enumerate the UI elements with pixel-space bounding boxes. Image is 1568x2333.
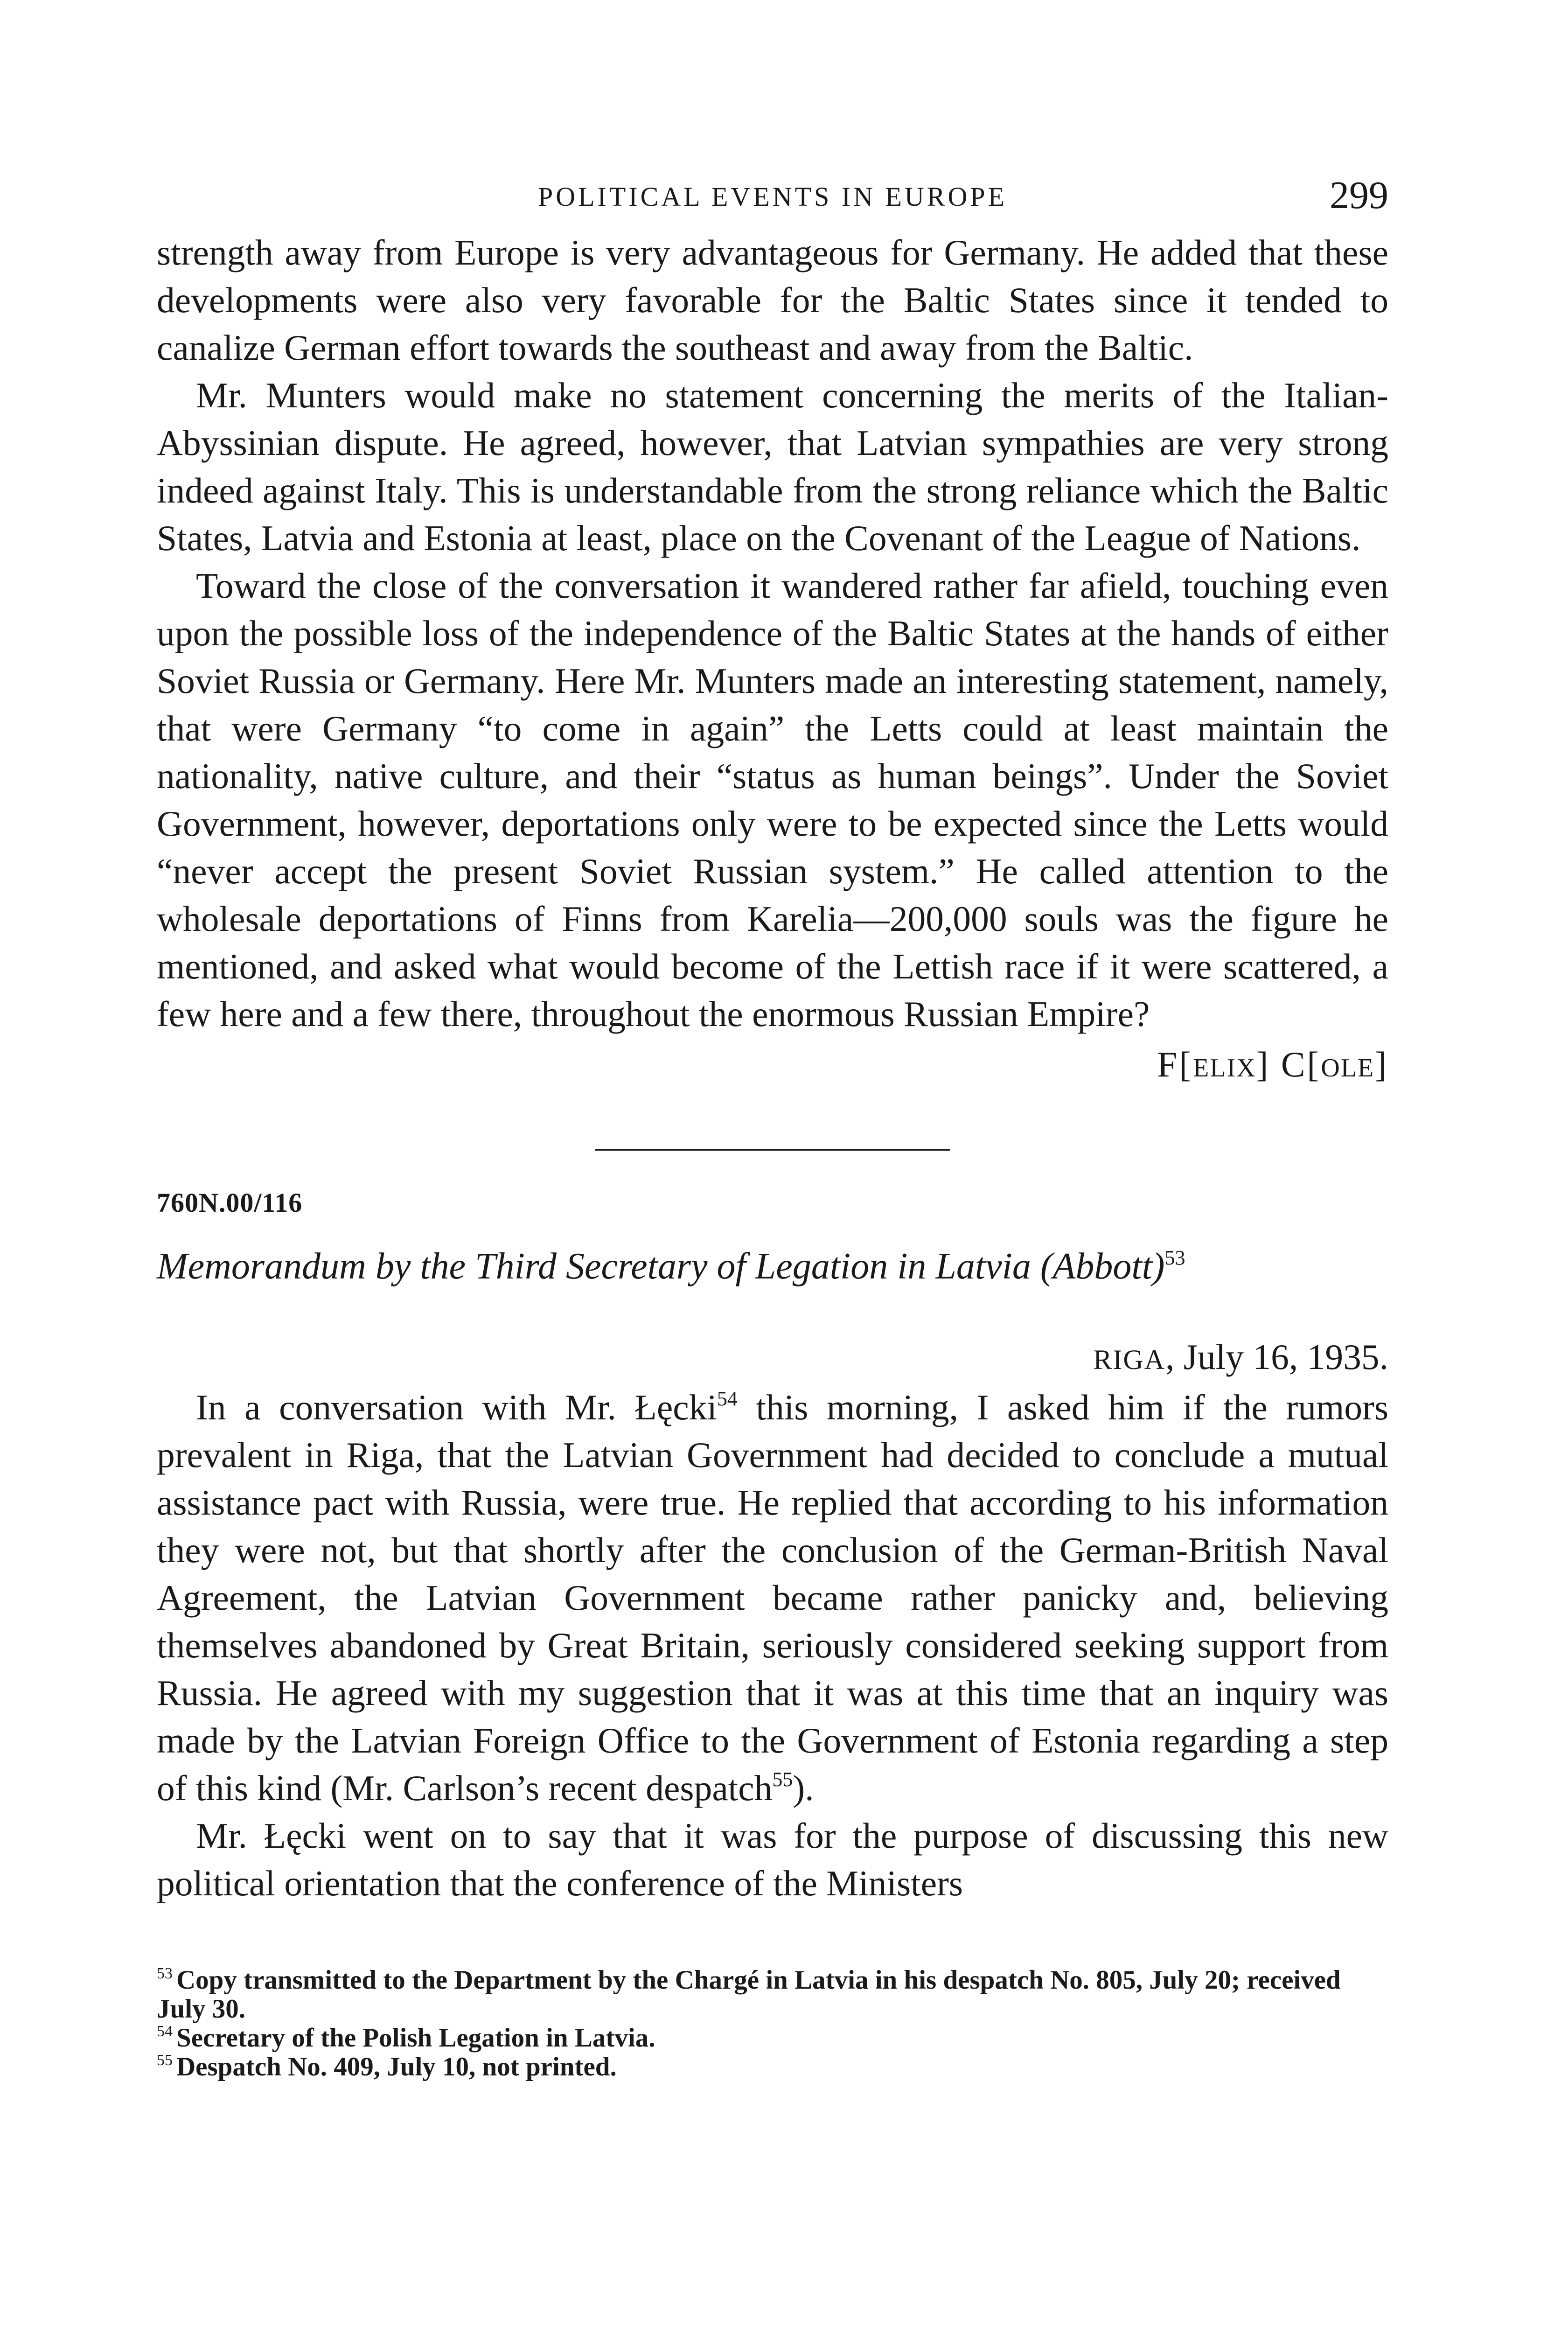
heading-footnote-ref: 53	[1164, 1246, 1185, 1269]
section-divider	[595, 1149, 950, 1151]
signature: F[ELIX] C[OLE]	[1157, 1044, 1388, 1084]
paragraph-4	[157, 1383, 1388, 1812]
footnote-mark: 55	[157, 2052, 173, 2069]
footnotes	[157, 1958, 1388, 2082]
signature-initial-2: C	[1281, 1044, 1307, 1084]
footnote-text: Despatch No. 409, July 10, not printed.	[176, 2052, 617, 2082]
page	[157, 173, 1388, 2082]
page-number: 299	[1330, 174, 1388, 217]
paragraph-4-end: ).	[793, 1768, 814, 1808]
paragraph-3: Toward the close of the conversation it wandered rather far afield, touching even upon the possible loss of the independence of the Baltic States at the hands of either Soviet Russia or Germany. Here Mr. Munters made an interesting statement, namely, that were Germany “to come in again” the Letts could at least maintain the nationality, native culture, and their “status as human beings”. Under the Soviet Government, however, deportations only were to be expected since the Letts would “never accept the present Soviet Russian system.” He called attention to the wholesale deportations of Finns from Karelia—200,000 souls was the figure he mentioned, and asked what would become of the Lettish race if it were scattered, a few here and a few there, throughout the enormous Russian Empire?	[157, 566, 1388, 1034]
dateline-city: RIGA	[1093, 1344, 1166, 1375]
paragraph-4-middle: this morning, I asked him if the rumors prevalent in Riga, that the Latvian Government had decided to conclude a mutual assistance pact with Russia, were true. He replied that according to his information they were not, but that shortly after the conclusion of the German-British Naval Agreement, the Latvian Government became rather panicky and, believing themselves abandoned by Great Britain, seriously considered seeking support from Russia. He agreed with my suggestion that it was at this time that an inquiry was made by the Latvian Foreign Office to the Government of Estonia regarding a step of this kind (Mr. Carlson’s recent despatch	[157, 1387, 1388, 1808]
running-title: POLITICAL EVENTS IN EUROPE	[537, 182, 1008, 212]
footnote-53	[157, 1966, 1388, 2024]
footnote-text: Secretary of the Polish Legation in Latvia.	[176, 2023, 655, 2053]
footnote-54	[157, 2024, 1388, 2053]
footnote-55	[157, 2053, 1388, 2082]
footnote-mark: 54	[157, 2023, 173, 2040]
file-number: 760N.00/116	[157, 1187, 303, 1218]
paragraph-5: Mr. Łęcki went on to say that it was for the purpose of discussing this new political orientation that the conference of the Ministers	[157, 1816, 1388, 1903]
dateline	[157, 1333, 1388, 1383]
signature-rest-2: OLE	[1321, 1054, 1375, 1083]
footnote-text: Copy transmitted to the Department by the Chargé in Latvia in his despatch No. 805, July 20; received July 30.	[157, 1965, 1341, 2024]
paragraph-4-start: In a conversation with Mr. Łęcki	[196, 1387, 717, 1427]
memorandum-body	[157, 1383, 1388, 1907]
paragraph-1: strength away from Europe is very advantageous for Germany. He added that these developments were also very favorable for the Baltic States since it tended to canalize German effort towards the southeast and away from the Baltic.	[157, 232, 1388, 368]
running-header	[157, 173, 1388, 229]
footnote-ref-55: 55	[772, 1768, 793, 1791]
document-heading-text: Memorandum by the Third Secretary of Legation in Latvia (Abbott)	[157, 1246, 1165, 1287]
footnote-ref-54: 54	[717, 1387, 738, 1410]
document-heading	[157, 1241, 1388, 1292]
signature-initial-1: F	[1157, 1044, 1179, 1084]
paragraph-2: Mr. Munters would make no statement concerning the merits of the Italian-Abyssinian dispute. He agreed, however, that Latvian sympathies are very strong indeed against Italy. This is understandable from the strong reliance which the Baltic States, Latvia and Estonia at least, place on the Covenant of the League of Nations.	[157, 375, 1388, 558]
body-text	[157, 229, 1388, 1038]
footnote-mark: 53	[157, 1965, 173, 1982]
signature-rest-1: ELIX	[1193, 1054, 1256, 1083]
dateline-date: , July 16, 1935.	[1165, 1337, 1388, 1377]
